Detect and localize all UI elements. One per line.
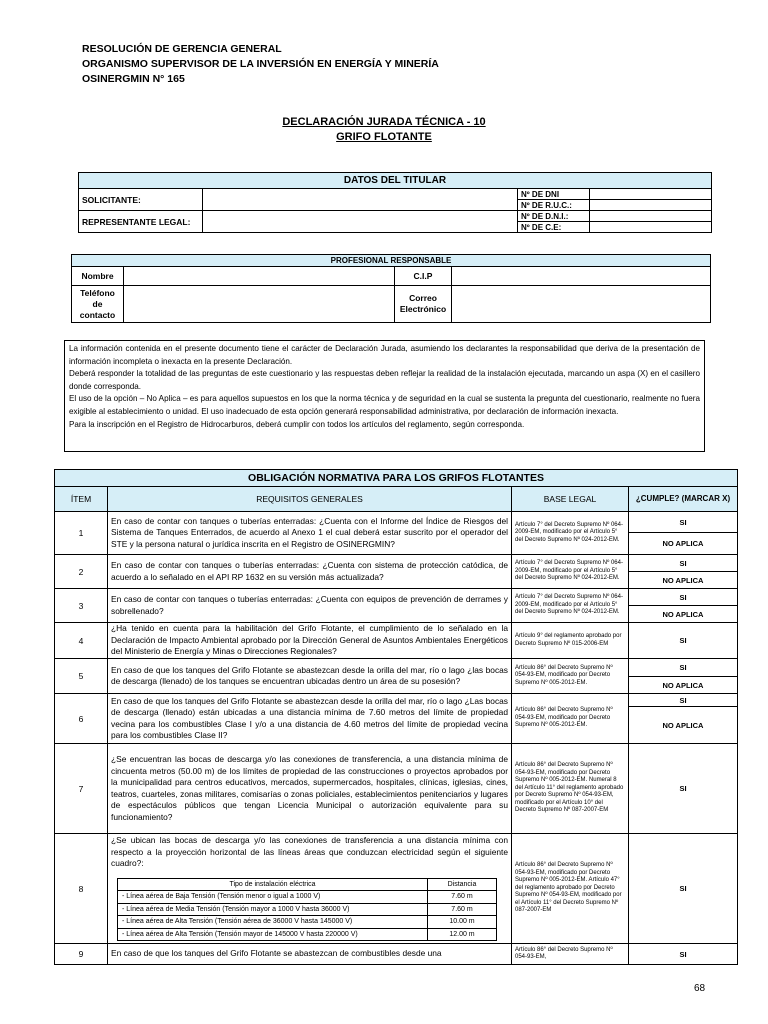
- telefono-field[interactable]: [124, 286, 395, 323]
- legal-basis: Artículo 86° del Decreto Supremo Nº 054-93-EM, modificado por Decreto Supremo Nº 005-2012-EM.: [512, 694, 629, 744]
- subtable-distancia: 12.00 m: [428, 928, 497, 941]
- item-number: 1: [55, 512, 108, 555]
- subtable-tipo: - Línea aérea de Baja Tensión (Tensión menor o igual a 1000 V): [118, 891, 428, 904]
- document-title: [0, 115, 768, 145]
- datos-titular-table: [78, 172, 712, 233]
- title-line-1: DECLARACIÓN JURADA TÉCNICA - 10: [282, 116, 486, 128]
- document-header: [82, 42, 439, 87]
- subtable-tipo: - Línea aérea de Alta Tensión (Tensión aérea de 36000 V hasta 145000 V): [118, 916, 428, 929]
- representante-label: REPRESENTANTE LEGAL:: [79, 211, 203, 233]
- item-number: 8: [55, 834, 108, 944]
- solicitante-field[interactable]: [203, 189, 518, 211]
- item-number: 9: [55, 944, 108, 965]
- item-number: 4: [55, 623, 108, 659]
- declaration-info-box: [64, 340, 705, 452]
- subtable-header-distancia: Distancia: [428, 878, 497, 891]
- info-paragraph-1: La información contenida en el presente documento tiene el carácter de Declaración Jurada, asumiendo los declarantes la responsabilidad que deriva de la presentación de información incompleta o inexacta en la presente Declaración.: [69, 344, 700, 366]
- subtable-distancia: 10.00 m: [428, 916, 497, 929]
- header-line-2: ORGANISMO SUPERVISOR DE LA INVERSIÓN EN ENERGÍA Y MINERÍA: [82, 58, 439, 70]
- dni2-field[interactable]: [590, 211, 712, 222]
- header-line-3: OSINERGMIN N° 165: [82, 73, 185, 85]
- legal-basis: Artículo 9° del reglamento aprobado por Decreto Supremo Nº 015-2006-EM: [512, 623, 629, 659]
- info-paragraph-2: Deberá responder la totalidad de las preguntas de este cuestionario y las respuestas deben reflejar la realidad de la instalación ejecutada, marcando un aspa (X) en el casillero donde corresponda.: [69, 369, 700, 391]
- item-number: 5: [55, 659, 108, 694]
- representante-field[interactable]: [203, 211, 518, 233]
- dni2-label: Nº DE D.N.I.:: [518, 211, 590, 222]
- subtable-distancia: 7.60 m: [428, 903, 497, 916]
- ruc-field[interactable]: [590, 200, 712, 211]
- obligacion-heading: OBLIGACIÓN NORMATIVA PARA LOS GRIFOS FLOTANTES: [55, 470, 738, 487]
- option-si[interactable]: SI: [629, 694, 738, 707]
- item-number: 7: [55, 744, 108, 834]
- subtable-header-tipo: Tipo de instalación eléctrica: [118, 878, 428, 891]
- legal-basis: Artículo 7° del Decreto Supremo Nº 064-2009-EM, modificado por el Artículo 5° del Decreto Supremo Nº 024-2012-EM.: [512, 555, 629, 589]
- solicitante-label: SOLICITANTE:: [79, 189, 203, 211]
- requirement-text: En caso de contar con tanques o tuberías enterradas: ¿Cuenta con sistema de protección catódica, de acuerdo a lo señalado en el API RP 1632 en su versión más actualizada?: [108, 555, 512, 589]
- option-si[interactable]: SI: [629, 834, 738, 944]
- requirement-text: En caso de que los tanques del Grifo Flotante se abastezcan desde la orilla del mar, río o lago ¿Las bocas de descarga (llenado) están ubicadas a una distancia mínima de 7.60 metros del límite de propiedad vecina para los combustibles Clase I y/o a una distancia de 4.60 metros del límite de propiedad vecina para los combustibles Clase II?: [108, 694, 512, 744]
- nombre-label: Nombre: [72, 267, 124, 286]
- legal-basis: Artículo 86° del Decreto Supremo Nº 054-93-EM, modificado por Decreto Supremo Nº 005-2012-EM.: [512, 659, 629, 694]
- electrical-distance-table: [117, 878, 497, 942]
- correo-label: Correo Electrónico: [395, 286, 452, 323]
- nombre-field[interactable]: [124, 267, 395, 286]
- option-no-aplica[interactable]: NO APLICA: [629, 677, 738, 694]
- datos-titular-heading: DATOS DEL TITULAR: [79, 173, 712, 189]
- dni-field[interactable]: [590, 189, 712, 200]
- ruc-label: Nº DE R.U.C.:: [518, 200, 590, 211]
- legal-basis: Artículo 86° del Decreto Supremo Nº 054-93-EM,: [512, 944, 629, 965]
- requirement-cell: [108, 834, 512, 944]
- option-no-aplica[interactable]: NO APLICA: [629, 533, 738, 555]
- option-si[interactable]: SI: [629, 623, 738, 659]
- legal-basis: Artículo 86° del Decreto Supremo Nº 054-93-EM, modificado por Decreto Supremo Nº 005-2012-EM. Numeral 8 del Artículo 11° del reglamento aprobado por Decreto Supremo Nº 054-93-EM, modificado por el Artículo 10° del Decreto Supremo Nº 087-2007-EM: [512, 744, 629, 834]
- legal-basis: Artículo 86° del Decreto Supremo Nº 054-93-EM, modificado por Decreto Supremo Nº 005-2012-EM. Artículo 47° del reglamento aprobado por Decreto Supremo Nº 054-93-EM, modificado por el Artículo 11° del Decreto Supremo Nº 087-2007-EM: [512, 834, 629, 944]
- obligacion-table: [54, 469, 738, 965]
- col-cumple-header: ¿CUMPLE? (MARCAR X): [629, 487, 738, 512]
- col-base-header: BASE LEGAL: [512, 487, 629, 512]
- page-number: 68: [694, 983, 706, 994]
- col-req-header: REQUISITOS GENERALES: [108, 487, 512, 512]
- requirement-text: ¿Se ubican las bocas de descarga y/o las conexiones de transferencia a una distancia mínima con respecto a la proyección horizontal de las líneas áreas que conduzcan electricidad según el siguiente cuadro?:: [111, 835, 508, 868]
- legal-basis: Artículo 7° del Decreto Supremo Nº 064-2009-EM, modificado por el Artículo 5° del Decreto Supremo Nº 024-2012-EM.: [512, 512, 629, 555]
- option-si[interactable]: SI: [629, 589, 738, 606]
- option-si[interactable]: SI: [629, 744, 738, 834]
- info-paragraph-4: Para la inscripción en el Registro de Hidrocarburos, deberá cumplir con todos los artículos del reglamento, según corresponda.: [69, 419, 525, 429]
- info-paragraph-3: El uso de la opción – No Aplica – es para aquellos supuestos en los que la norma técnica y de seguridad en la cual se sustenta la pregunta del cuestionario, realmente no fuera exigible al establecimiento o unidad. El uso inadecuado de esta opción generará responsabilidad administrativa, por declaración de información inexacta.: [69, 394, 700, 416]
- requirement-text: En caso de contar con tanques o tuberías enterradas: ¿Cuenta con el Informe del Índice de Riesgos del Sistema de Tanques Enterrados, de acuerdo al Anexo 1 el cual deberá estar suscrito por el operador del STE y la persona natural o jurídica inscrita en el Registro de OSINERGMIN?: [108, 512, 512, 555]
- option-no-aplica[interactable]: NO APLICA: [629, 572, 738, 589]
- profesional-heading: PROFESIONAL RESPONSABLE: [72, 255, 711, 267]
- subtable-distancia: 7.60 m: [428, 891, 497, 904]
- requirement-text: ¿Se encuentran las bocas de descarga y/o las conexiones de transferencia, a una distancia mínima de cincuenta metros (50.00 m) de los límites de propiedad de las construcciones o proyectos aprobados por la municipalidad para centros educativos, mercados, supermercados, hospitales, clínicas, iglesias, cines, teatros, cuarteles, zonas militares, comisarías o zonas policiales, establecimientos penitenciarios y lugares de espectáculos públicos que tengan Licencia Municipal o autorización equivalente para su funcionamiento?: [108, 744, 512, 834]
- cip-field[interactable]: [452, 267, 711, 286]
- option-si[interactable]: SI: [629, 944, 738, 965]
- header-line-1: RESOLUCIÓN DE GERENCIA GENERAL: [82, 43, 282, 55]
- profesional-table: [71, 254, 711, 323]
- option-si[interactable]: SI: [629, 659, 738, 677]
- dni-label: Nº DE DNI: [518, 189, 590, 200]
- telefono-label: Teléfono de contacto: [72, 286, 124, 323]
- requirement-text: ¿Ha tenido en cuenta para la habilitación del Grifo Flotante, el cumplimiento de lo señalado en la Declaración de Impacto Ambiental aprobado por la Dirección General de Asuntos Ambientales Energéticos del Ministerio de Energía y Minas o Direcciones Regionales?: [108, 623, 512, 659]
- option-no-aplica[interactable]: NO APLICA: [629, 606, 738, 623]
- title-line-2: GRIFO FLOTANTE: [336, 131, 432, 143]
- cip-label: C.I.P: [395, 267, 452, 286]
- ce-field[interactable]: [590, 222, 712, 233]
- item-number: 2: [55, 555, 108, 589]
- subtable-tipo: - Línea aérea de Alta Tensión (Tensión mayor de 145000 V hasta 220000 V): [118, 928, 428, 941]
- requirement-text: En caso de que los tanques del Grifo Flotante se abastezcan de combustibles desde una: [108, 944, 512, 965]
- requirement-text: En caso de que los tanques del Grifo Flotante se abastezcan desde la orilla del mar, río o lago ¿las bocas de descarga (llenado) de los tanques se encuentran ubicadas dentro un área de su posesión?: [108, 659, 512, 694]
- subtable-tipo: - Línea aérea de Media Tensión (Tensión mayor a 1000 V hasta 36000 V): [118, 903, 428, 916]
- option-si[interactable]: SI: [629, 555, 738, 572]
- option-no-aplica[interactable]: NO APLICA: [629, 707, 738, 744]
- requirement-text: En caso de contar con tanques o tuberías enterradas: ¿Cuenta con equipos de prevención de derrames y sobrellenado?: [108, 589, 512, 623]
- col-item-header: ÍTEM: [55, 487, 108, 512]
- option-si[interactable]: SI: [629, 512, 738, 533]
- correo-field[interactable]: [452, 286, 711, 323]
- ce-label: Nº DE C.E:: [518, 222, 590, 233]
- item-number: 6: [55, 694, 108, 744]
- item-number: 3: [55, 589, 108, 623]
- legal-basis: Artículo 7° del Decreto Supremo Nº 064-2009-EM, modificado por el Artículo 5° del Decreto Supremo Nº 024-2012-EM.: [512, 589, 629, 623]
